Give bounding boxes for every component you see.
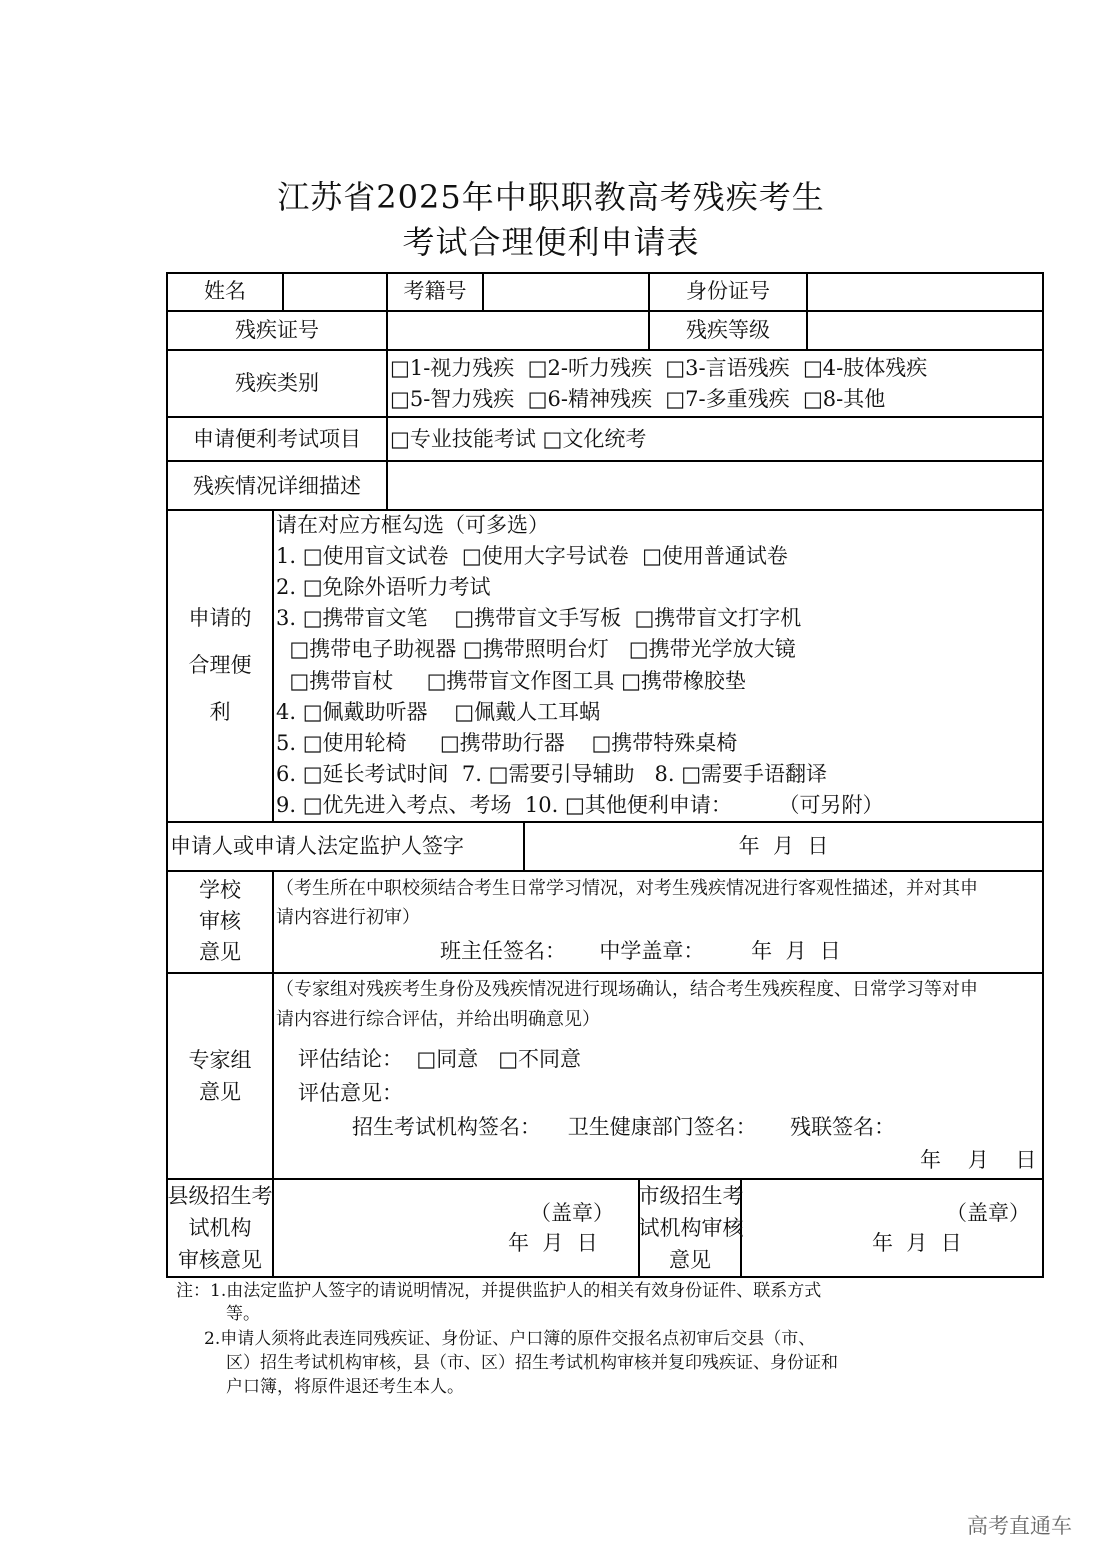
expert-opinion-field-label: 评估意见： (298, 1081, 403, 1105)
expert-opinion-label-1: 专家组 (188, 1048, 252, 1072)
accommodation-option-line[interactable]: □携带电子助视器 □携带照明台灯 □携带光学放大镜 (276, 637, 796, 661)
disability-type-options-line1[interactable]: □1-视力残疾 □2-听力残疾 □3-言语残疾 □4-肢体残疾 (390, 356, 928, 380)
note-2-line-1: 2.申请人须将此表连同残疾证、身份证、户口簿的原件交报名点初审后交县（市、 (204, 1329, 816, 1349)
exam-number-field[interactable] (484, 274, 648, 310)
disability-type-label: 残疾类别 (235, 371, 319, 395)
exam-items-options[interactable]: □专业技能考试 □文化统考 (390, 427, 647, 451)
disability-type-options-line2[interactable]: □5-智力残疾 □6-精神残疾 □7-多重残疾 □8-其他 (390, 387, 886, 411)
id-number-label: 身份证号 (686, 279, 770, 303)
city-date[interactable]: 年 月 日 (872, 1231, 962, 1255)
note-2-line-2: 区）招生考试机构审核，县（市、区）招生考试机构审核并复印残疾证、身份证和 (226, 1353, 838, 1373)
disability-cert-field[interactable] (388, 312, 648, 349)
expert-note-2: 请内容进行综合评估，并给出明确意见） (276, 1009, 600, 1030)
note-1-line-2: 等。 (226, 1304, 260, 1324)
accommodation-option-line[interactable]: 5. □使用轮椅 □携带助行器 □携带特殊桌椅 (276, 731, 738, 755)
form-title-line1: 江苏省2025年中职职教高考残疾考生 (277, 178, 825, 216)
accommodation-option-line[interactable]: □携带盲杖 □携带盲文作图工具 □携带橡胶垫 (276, 669, 746, 693)
accommodation-option-line[interactable]: 9. □优先进入考点、考场 10. □其他便利申请： （可另附） (276, 793, 884, 817)
expert-conclusion-options[interactable]: 评估结论： □同意 □不同意 (298, 1047, 582, 1071)
city-review-label-3: 意见 (669, 1248, 711, 1272)
school-review-note-2: 请内容进行初审） (276, 907, 420, 928)
accommodation-option-line[interactable]: 3. □携带盲文笔 □携带盲文手写板 □携带盲文打字机 (276, 606, 802, 630)
id-number-field[interactable] (808, 274, 1042, 310)
county-review-label-1: 县级招生考 (167, 1184, 273, 1208)
city-review-label-2: 试机构审核 (638, 1216, 744, 1240)
school-review-label-3: 意见 (199, 940, 241, 964)
expert-date[interactable]: 年 月 日 (920, 1148, 1037, 1172)
accommodation-option-line[interactable]: 1. □使用盲文试卷 □使用大字号试卷 □使用普通试卷 (276, 544, 788, 568)
name-label: 姓名 (204, 279, 246, 303)
accommodation-option-line[interactable]: 4. □佩戴助听器 □佩戴人工耳蜗 (276, 700, 601, 724)
school-review-label-2: 审核 (199, 909, 241, 933)
expert-signatures[interactable]: 招生考试机构签名： 卫生健康部门签名： 残联签名： (352, 1115, 896, 1139)
applicant-signature-label: 申请人或申请人法定监护人签字 (170, 834, 464, 858)
school-review-signature[interactable]: 班主任签名： 中学盖章： 年 月 日 (440, 939, 841, 963)
note-1-line-1: 注：1.由法定监护人签字的请说明情况，并提供监护人的相关有效身份证件、联系方式 (176, 1281, 822, 1301)
school-review-label-1: 学校 (199, 878, 241, 902)
county-seal: （盖章） (530, 1201, 614, 1225)
disability-cert-label: 残疾证号 (235, 318, 319, 342)
county-review-label-2: 试机构 (188, 1216, 252, 1240)
expert-note-1: （专家组对残疾考生身份及残疾情况进行现场确认，结合考生残疾程度、日常学习等对申 (276, 979, 978, 1000)
applicant-signature-date[interactable]: 年 月 日 (738, 834, 829, 858)
city-seal: （盖章） (946, 1201, 1030, 1225)
exam-items-label: 申请便利考试项目 (193, 427, 361, 451)
city-review-label-1: 市级招生考 (638, 1184, 744, 1208)
county-date[interactable]: 年 月 日 (508, 1231, 598, 1255)
disability-level-field[interactable] (808, 312, 1042, 349)
accommodation-label-2: 合理便 (188, 653, 252, 677)
watermark: 高考直通车 (967, 1514, 1072, 1538)
disability-description-label: 残疾情况详细描述 (193, 474, 361, 498)
accommodation-instruction: 请在对应方框勾选（可多选） (276, 513, 549, 537)
disability-level-label: 残疾等级 (686, 318, 770, 342)
school-review-note-1: （考生所在中职校须结合考生日常学习情况，对考生残疾情况进行客观性描述，并对其申 (276, 878, 978, 899)
note-2-line-3: 户口簿，将原件退还考生本人。 (226, 1377, 464, 1397)
accommodation-option-line[interactable]: 2. □免除外语听力考试 (276, 575, 491, 599)
accommodation-label-3: 利 (209, 700, 231, 724)
accommodation-label-1: 申请的 (188, 606, 252, 630)
form-title-line2: 考试合理便利申请表 (402, 223, 700, 261)
disability-description-field[interactable] (388, 462, 1042, 509)
expert-opinion-label-2: 意见 (199, 1080, 241, 1104)
accommodation-option-line[interactable]: 6. □延长考试时间 7. □需要引导辅助 8. □需要手语翻译 (276, 762, 828, 786)
exam-number-label: 考籍号 (403, 279, 467, 303)
name-field[interactable] (284, 274, 386, 310)
county-review-label-3: 审核意见 (178, 1248, 262, 1272)
